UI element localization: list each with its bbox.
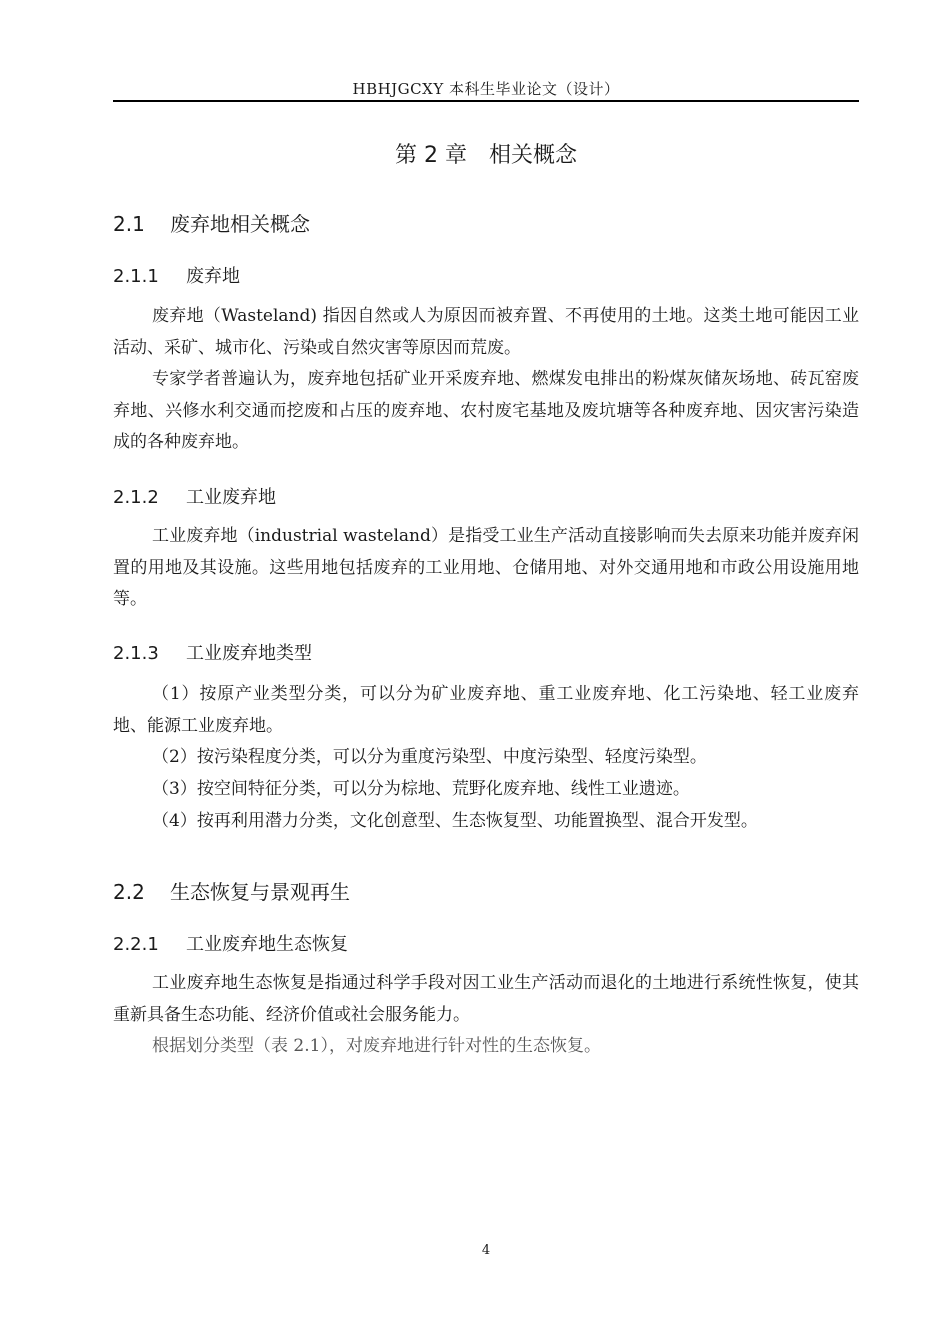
section-number: 2.1.3 bbox=[113, 643, 159, 664]
list-item: （3）按空间特征分类，可以分为棕地、荒野化废弃地、线性工业遗迹。 bbox=[152, 779, 690, 799]
chapter-title: 第 2 章 相关概念 bbox=[395, 143, 577, 168]
section-title: 工业废弃地 bbox=[186, 487, 276, 508]
section-title: 工业废弃地类型 bbox=[186, 643, 312, 664]
section-number: 2.2 bbox=[113, 880, 145, 904]
section-2-1-1-heading bbox=[113, 262, 240, 288]
list-item: （1）按原产业类型分类，可以分为矿业废弃地、重工业废弃地、化工污染地、轻工业废弃地、能源工业废弃地。 bbox=[113, 684, 859, 736]
section-2-1-2-heading bbox=[113, 483, 276, 509]
paragraph-ecological-restoration: 工业废弃地生态恢复是指通过科学手段对因工业生产活动而退化的土地进行系统性恢复，使其重新具备生态功能、经济价值或社会服务能力。 bbox=[113, 973, 859, 1025]
page-header: HBHJGCXY 本科生毕业论文（设计） bbox=[352, 80, 620, 98]
section-2-2-heading bbox=[113, 876, 350, 905]
section-title: 废弃地 bbox=[186, 266, 240, 287]
header-rule bbox=[113, 100, 859, 102]
list-item: （2）按污染程度分类，可以分为重度污染型、中度污染型、轻度污染型。 bbox=[152, 747, 707, 767]
section-2-1-heading bbox=[113, 208, 310, 237]
section-title: 废弃地相关概念 bbox=[170, 212, 310, 236]
section-number: 2.1 bbox=[113, 212, 145, 236]
section-2-2-1-heading bbox=[113, 930, 348, 956]
section-number: 2.2.1 bbox=[113, 934, 159, 955]
paragraph-wasteland-scope: 专家学者普遍认为，废弃地包括矿业开采废弃地、燃煤发电排出的粉煤灰储灰场地、砖瓦窑废弃地、兴修水利交通而挖废和占压的废弃地、农村废宅基地及废坑塘等各种废弃地、因灾害污染造成的各种废弃地。 bbox=[113, 369, 859, 452]
paragraph-industrial-wasteland: 工业废弃地（industrial wasteland）是指受工业生产活动直接影响而失去原来功能并废弃闲置的用地及其设施。这些用地包括废弃的工业用地、仓储用地、对外交通用地和市政公用设施用地等。 bbox=[113, 526, 859, 609]
section-number: 2.1.2 bbox=[113, 487, 159, 508]
page-number: 4 bbox=[481, 1243, 491, 1258]
section-2-1-3-heading bbox=[113, 639, 312, 665]
section-title: 工业废弃地生态恢复 bbox=[186, 934, 348, 955]
section-number: 2.1.1 bbox=[113, 266, 159, 287]
section-title: 生态恢复与景观再生 bbox=[170, 880, 350, 904]
paragraph-table-reference: 根据划分类型（表 2.1），对废弃地进行针对性的生态恢复。 bbox=[152, 1036, 601, 1056]
list-item: （4）按再利用潜力分类，文化创意型、生态恢复型、功能置换型、混合开发型。 bbox=[152, 811, 758, 831]
paragraph-wasteland-definition: 废弃地（Wasteland) 指因自然或人为原因而被弃置、不再使用的土地。这类土地可能因工业活动、采矿、城市化、污染或自然灾害等原因而荒废。 bbox=[113, 306, 859, 358]
